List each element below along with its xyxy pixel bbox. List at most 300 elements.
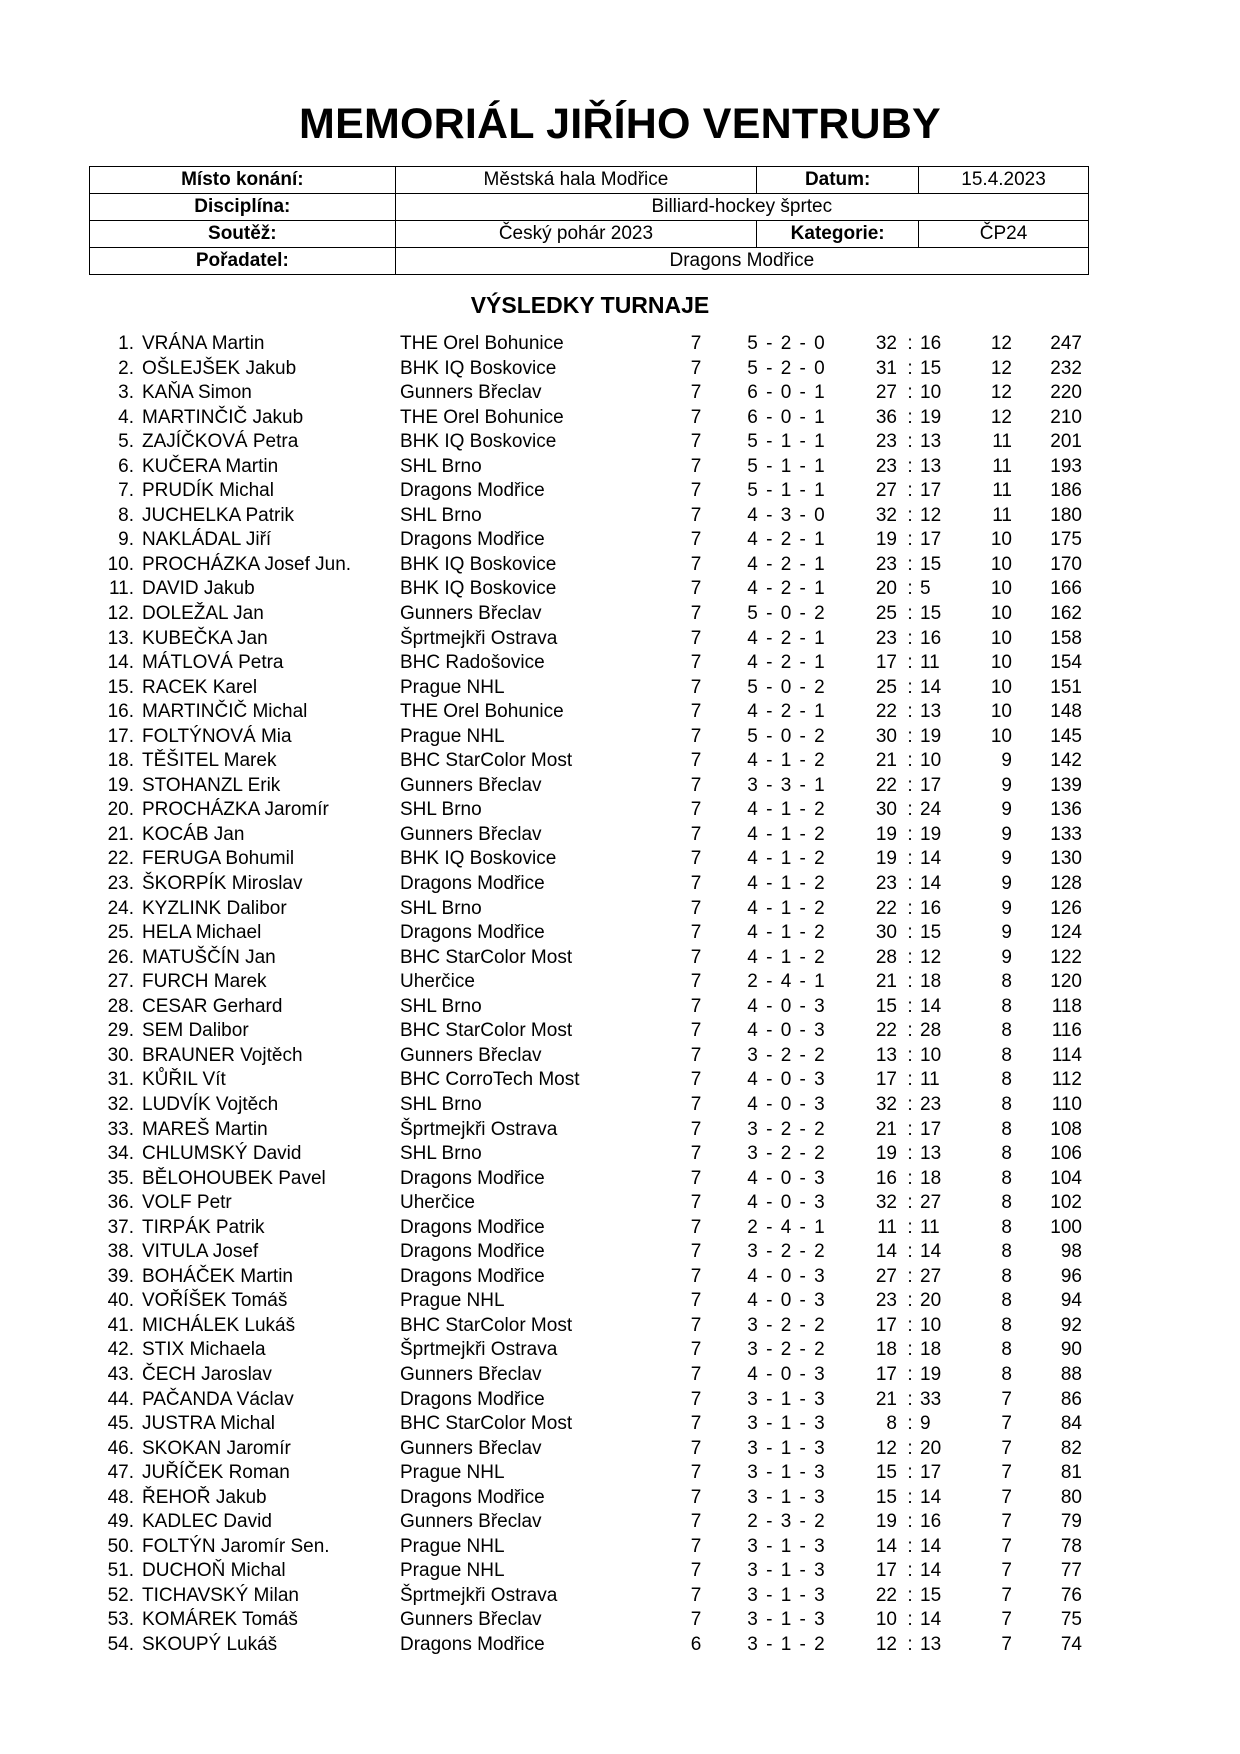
- player-name: MÁTLOVÁ Petra: [142, 652, 284, 674]
- player-name: PROCHÁZKA Jaromír: [142, 799, 329, 821]
- win-draw-loss-record: 4 - 2 - 1: [747, 578, 825, 600]
- points: 12: [990, 357, 1012, 379]
- win-draw-loss-record: 2 - 4 - 1: [747, 1216, 825, 1238]
- win-draw-loss-record: 4 - 1 - 2: [747, 848, 825, 870]
- result-row: [0, 1535, 1240, 1560]
- rank-cell: 31.: [107, 1069, 134, 1091]
- result-row: [0, 357, 1240, 382]
- win-draw-loss-record: 4 - 1 - 2: [747, 946, 825, 968]
- ranking-score: 220: [1050, 382, 1082, 404]
- win-draw-loss-record: 4 - 1 - 2: [747, 750, 825, 772]
- ranking-score: 88: [1060, 1363, 1082, 1385]
- points: 11: [992, 431, 1012, 453]
- games-played: 7: [690, 1388, 702, 1410]
- club-name: Dragons Modřice: [400, 873, 545, 895]
- goals-against: 10: [920, 1044, 942, 1066]
- rank-cell: 35.: [107, 1167, 134, 1189]
- games-played: 7: [690, 774, 702, 796]
- ranking-score: 116: [1051, 1020, 1082, 1042]
- games-played: 7: [690, 971, 702, 993]
- ranking-score: 180: [1050, 504, 1082, 526]
- club-name: SHL Brno: [400, 1143, 482, 1165]
- score-separator: :: [907, 1339, 913, 1361]
- goals-for: 21: [875, 1118, 897, 1140]
- rank-cell: 39.: [107, 1265, 134, 1287]
- goals-for: 27: [875, 382, 897, 404]
- club-name: Šprtmejkři Ostrava: [400, 1339, 558, 1361]
- rank-cell: 27.: [107, 971, 134, 993]
- goals-against: 12: [920, 504, 942, 526]
- win-draw-loss-record: 2 - 4 - 1: [747, 971, 825, 993]
- result-row: [0, 749, 1240, 774]
- points: 9: [1001, 799, 1012, 821]
- games-played: 7: [690, 1143, 702, 1165]
- score-separator: :: [907, 897, 913, 919]
- goals-against: 18: [920, 1167, 942, 1189]
- games-played: 7: [690, 382, 702, 404]
- rank-cell: 14.: [107, 652, 134, 674]
- points: 9: [1001, 946, 1012, 968]
- score-separator: :: [907, 1216, 913, 1238]
- rank-cell: 29.: [107, 1020, 134, 1042]
- games-played: 7: [690, 1192, 702, 1214]
- player-name: ČECH Jaroslav: [142, 1363, 272, 1385]
- goals-against: 10: [920, 382, 942, 404]
- goals-for: 25: [875, 603, 897, 625]
- win-draw-loss-record: 3 - 1 - 2: [747, 1633, 825, 1655]
- date-value: 15.4.2023: [919, 167, 1089, 194]
- player-name: KUČERA Martin: [142, 455, 279, 477]
- goals-against: 15: [920, 603, 942, 625]
- ranking-score: 162: [1050, 603, 1082, 625]
- rank-cell: 17.: [107, 725, 134, 747]
- ranking-score: 80: [1060, 1486, 1082, 1508]
- goals-for: 19: [875, 848, 897, 870]
- club-name: BHC StarColor Most: [400, 1020, 573, 1042]
- goals-against: 27: [920, 1192, 942, 1214]
- goals-for: 19: [875, 823, 897, 845]
- player-name: JUCHELKA Patrik: [142, 504, 295, 526]
- games-played: 7: [690, 725, 702, 747]
- games-played: 7: [690, 922, 702, 944]
- win-draw-loss-record: 4 - 2 - 1: [747, 627, 825, 649]
- points: 8: [1001, 971, 1012, 993]
- player-name: ŘEHOŘ Jakub: [142, 1486, 267, 1508]
- ranking-score: 166: [1050, 578, 1082, 600]
- ranking-score: 139: [1050, 774, 1082, 796]
- result-row: [0, 1216, 1240, 1241]
- rank-cell: 51.: [107, 1560, 134, 1582]
- score-separator: :: [907, 382, 913, 404]
- win-draw-loss-record: 4 - 0 - 3: [747, 1167, 825, 1189]
- rank-cell: 46.: [107, 1437, 134, 1459]
- goals-for: 32: [875, 1192, 897, 1214]
- player-name: CESAR Gerhard: [142, 995, 283, 1017]
- score-separator: :: [907, 1069, 913, 1091]
- player-name: KOCÁB Jan: [142, 823, 245, 845]
- club-name: Prague NHL: [400, 1560, 505, 1582]
- points: 7: [1001, 1609, 1012, 1631]
- rank-cell: 52.: [107, 1584, 134, 1606]
- player-name: SKOUPÝ Lukáš: [142, 1633, 278, 1655]
- score-separator: :: [907, 971, 913, 993]
- points: 8: [1001, 995, 1012, 1017]
- score-separator: :: [907, 1437, 913, 1459]
- games-played: 7: [690, 873, 702, 895]
- ranking-score: 104: [1050, 1167, 1082, 1189]
- score-separator: :: [907, 1167, 913, 1189]
- club-name: Dragons Modřice: [400, 1241, 545, 1263]
- ranking-score: 78: [1060, 1535, 1082, 1557]
- club-name: Gunners Břeclav: [400, 1363, 542, 1385]
- win-draw-loss-record: 3 - 2 - 2: [747, 1044, 825, 1066]
- player-name: STOHANZL Erik: [142, 774, 281, 796]
- score-separator: :: [907, 652, 913, 674]
- rank-cell: 1.: [118, 333, 134, 354]
- result-row: [0, 1559, 1240, 1584]
- goals-against: 14: [920, 1241, 942, 1263]
- score-separator: :: [907, 848, 913, 870]
- games-played: 7: [690, 946, 702, 968]
- win-draw-loss-record: 3 - 2 - 2: [747, 1143, 825, 1165]
- score-separator: :: [907, 946, 913, 968]
- score-separator: :: [907, 406, 913, 428]
- result-row: [0, 1461, 1240, 1486]
- goals-against: 18: [920, 971, 942, 993]
- result-row: [0, 1412, 1240, 1437]
- goals-for: 31: [875, 357, 897, 379]
- result-row: [0, 725, 1240, 750]
- points: 7: [1001, 1560, 1012, 1582]
- club-name: Dragons Modřice: [400, 529, 545, 551]
- score-separator: :: [907, 1192, 913, 1214]
- score-separator: :: [907, 750, 913, 772]
- score-separator: :: [907, 578, 913, 600]
- points: 8: [1001, 1118, 1012, 1140]
- ranking-score: 114: [1051, 1044, 1082, 1066]
- player-name: FOLTÝNOVÁ Mia: [142, 725, 292, 747]
- ranking-score: 128: [1050, 873, 1082, 895]
- goals-against: 14: [920, 995, 942, 1017]
- win-draw-loss-record: 4 - 1 - 2: [747, 873, 825, 895]
- goals-for: 17: [875, 1363, 897, 1385]
- result-row: [0, 921, 1240, 946]
- club-name: Dragons Modřice: [400, 1265, 545, 1287]
- rank-cell: 24.: [107, 897, 134, 919]
- rank-cell: 19.: [107, 774, 134, 796]
- result-row: [0, 651, 1240, 676]
- player-name: RACEK Karel: [142, 676, 258, 698]
- info-row-discipline: [90, 194, 1089, 221]
- organizer-label: Pořadatel:: [90, 248, 396, 275]
- score-separator: :: [907, 1118, 913, 1140]
- player-name: SEM Dalibor: [142, 1020, 249, 1042]
- games-played: 7: [690, 1363, 702, 1385]
- points: 9: [1001, 922, 1012, 944]
- win-draw-loss-record: 4 - 0 - 3: [747, 1192, 825, 1214]
- ranking-score: 170: [1050, 553, 1082, 575]
- games-played: 7: [690, 1044, 702, 1066]
- win-draw-loss-record: 4 - 1 - 2: [747, 897, 825, 919]
- goals-against: 10: [920, 1314, 942, 1336]
- win-draw-loss-record: 5 - 2 - 0: [747, 357, 825, 379]
- rank-cell: 33.: [107, 1118, 134, 1140]
- rank-cell: 4.: [118, 406, 134, 428]
- goals-for: 11: [877, 1216, 897, 1238]
- result-row: [0, 455, 1240, 480]
- goals-for: 27: [875, 480, 897, 502]
- club-name: Dragons Modřice: [400, 1388, 545, 1410]
- goals-for: 23: [875, 431, 897, 453]
- tournament-info-table: [89, 166, 1089, 275]
- score-separator: :: [907, 774, 913, 796]
- goals-against: 17: [920, 529, 942, 551]
- goals-against: 16: [920, 897, 942, 919]
- games-played: 7: [690, 676, 702, 698]
- club-name: SHL Brno: [400, 995, 482, 1017]
- ranking-score: 175: [1050, 529, 1082, 551]
- ranking-score: 148: [1050, 701, 1082, 723]
- rank-cell: 18.: [107, 750, 134, 772]
- result-row: [0, 430, 1240, 455]
- club-name: BHK IQ Boskovice: [400, 578, 557, 600]
- club-name: SHL Brno: [400, 1093, 482, 1115]
- player-name: DUCHOŇ Michal: [142, 1560, 286, 1582]
- goals-for: 23: [875, 873, 897, 895]
- ranking-score: 81: [1060, 1462, 1082, 1484]
- games-played: 7: [690, 1462, 702, 1484]
- goals-for: 19: [875, 1511, 897, 1533]
- win-draw-loss-record: 4 - 1 - 2: [747, 823, 825, 845]
- rank-cell: 2.: [118, 357, 134, 379]
- ranking-score: 79: [1060, 1511, 1082, 1533]
- club-name: Dragons Modřice: [400, 1167, 545, 1189]
- player-name: KADLEC David: [142, 1511, 272, 1533]
- competition-label: Soutěž:: [90, 221, 396, 248]
- goals-for: 19: [875, 1143, 897, 1165]
- points: 7: [1001, 1633, 1012, 1655]
- win-draw-loss-record: 5 - 0 - 2: [747, 725, 825, 747]
- score-separator: :: [907, 873, 913, 895]
- club-name: Gunners Břeclav: [400, 774, 542, 796]
- goals-for: 22: [875, 701, 897, 723]
- goals-against: 20: [920, 1437, 942, 1459]
- rank-cell: 53.: [107, 1609, 134, 1631]
- goals-against: 12: [920, 946, 942, 968]
- club-name: Dragons Modřice: [400, 1486, 545, 1508]
- goals-against: 14: [920, 676, 942, 698]
- rank-cell: 9.: [118, 529, 134, 551]
- win-draw-loss-record: 4 - 0 - 3: [747, 995, 825, 1017]
- win-draw-loss-record: 5 - 0 - 2: [747, 676, 825, 698]
- games-played: 7: [690, 1118, 702, 1140]
- points: 10: [990, 603, 1012, 625]
- score-separator: :: [907, 333, 913, 354]
- result-row: [0, 1240, 1240, 1265]
- win-draw-loss-record: 4 - 0 - 3: [747, 1290, 825, 1312]
- result-row: [0, 1118, 1240, 1143]
- rank-cell: 10.: [107, 553, 134, 575]
- games-played: 7: [690, 504, 702, 526]
- result-row: [0, 1388, 1240, 1413]
- win-draw-loss-record: 3 - 2 - 2: [747, 1339, 825, 1361]
- score-separator: :: [907, 1413, 913, 1435]
- player-name: HELA Michael: [142, 922, 262, 944]
- ranking-score: 84: [1060, 1413, 1082, 1435]
- result-row: [0, 627, 1240, 652]
- points: 7: [1001, 1413, 1012, 1435]
- player-name: KŮŘIL Vít: [142, 1069, 226, 1091]
- club-name: SHL Brno: [400, 897, 482, 919]
- club-name: Šprtmejkři Ostrava: [400, 1118, 558, 1140]
- points: 10: [990, 725, 1012, 747]
- rank-cell: 37.: [107, 1216, 134, 1238]
- info-row-competition: [90, 221, 1089, 248]
- ranking-score: 110: [1051, 1093, 1082, 1115]
- player-name: MATUŠČÍN Jan: [142, 946, 276, 968]
- player-name: MICHÁLEK Lukáš: [142, 1314, 296, 1336]
- score-separator: :: [907, 1241, 913, 1263]
- win-draw-loss-record: 4 - 0 - 3: [747, 1093, 825, 1115]
- player-name: BĚLOHOUBEK Pavel: [142, 1167, 326, 1189]
- games-played: 7: [690, 1437, 702, 1459]
- goals-against: 17: [920, 1462, 942, 1484]
- goals-for: 12: [875, 1437, 897, 1459]
- score-separator: :: [907, 1609, 913, 1631]
- rank-cell: 47.: [107, 1462, 134, 1484]
- points: 8: [1001, 1339, 1012, 1361]
- info-row-venue: [90, 167, 1089, 194]
- goals-against: 15: [920, 357, 942, 379]
- rank-cell: 8.: [118, 504, 134, 526]
- games-played: 7: [690, 1167, 702, 1189]
- goals-for: 16: [875, 1167, 897, 1189]
- club-name: SHL Brno: [400, 455, 482, 477]
- rank-cell: 41.: [107, 1314, 134, 1336]
- result-row: [0, 553, 1240, 578]
- category-label: Kategorie:: [757, 221, 919, 248]
- games-played: 7: [690, 823, 702, 845]
- points: 8: [1001, 1020, 1012, 1042]
- rank-cell: 3.: [118, 382, 134, 404]
- player-name: JUSTRA Michal: [142, 1413, 276, 1435]
- score-separator: :: [907, 1462, 913, 1484]
- result-row: [0, 823, 1240, 848]
- score-separator: :: [907, 480, 913, 502]
- club-name: Uherčice: [400, 1192, 475, 1214]
- ranking-score: 186: [1050, 480, 1082, 502]
- result-row: [0, 872, 1240, 897]
- club-name: Dragons Modřice: [400, 1216, 545, 1238]
- player-name: BOHÁČEK Martin: [142, 1265, 293, 1287]
- points: 8: [1001, 1069, 1012, 1091]
- ranking-score: 106: [1050, 1143, 1082, 1165]
- ranking-score: 108: [1050, 1118, 1082, 1140]
- games-played: 7: [690, 529, 702, 551]
- goals-against: 9: [920, 1413, 931, 1435]
- club-name: Prague NHL: [400, 1535, 505, 1557]
- player-name: VOŘÍŠEK Tomáš: [142, 1290, 288, 1312]
- club-name: Prague NHL: [400, 1290, 505, 1312]
- club-name: Gunners Břeclav: [400, 1511, 542, 1533]
- goals-against: 14: [920, 848, 942, 870]
- club-name: BHC Radošovice: [400, 652, 545, 674]
- rank-cell: 25.: [107, 922, 134, 944]
- games-played: 7: [690, 701, 702, 723]
- player-name: MARTINČIČ Michal: [142, 701, 308, 723]
- ranking-score: 102: [1050, 1192, 1082, 1214]
- score-separator: :: [907, 1560, 913, 1582]
- result-row: [0, 847, 1240, 872]
- goals-against: 14: [920, 1609, 942, 1631]
- games-played: 7: [690, 1584, 702, 1606]
- result-row: [0, 1314, 1240, 1339]
- player-name: TĚŠITEL Marek: [142, 750, 277, 772]
- score-separator: :: [907, 455, 913, 477]
- goals-for: 22: [875, 774, 897, 796]
- goals-against: 19: [920, 406, 942, 428]
- games-played: 7: [690, 1020, 702, 1042]
- club-name: BHK IQ Boskovice: [400, 848, 557, 870]
- win-draw-loss-record: 3 - 1 - 3: [747, 1486, 825, 1508]
- club-name: Gunners Břeclav: [400, 1609, 542, 1631]
- rank-cell: 16.: [107, 701, 134, 723]
- ranking-score: 158: [1050, 627, 1082, 649]
- goals-against: 15: [920, 553, 942, 575]
- goals-against: 10: [920, 750, 942, 772]
- club-name: Uherčice: [400, 971, 475, 993]
- goals-for: 21: [875, 971, 897, 993]
- goals-against: 11: [920, 1216, 940, 1238]
- goals-against: 17: [920, 480, 942, 502]
- result-row: [0, 1608, 1240, 1633]
- result-row: [0, 970, 1240, 995]
- ranking-score: 92: [1060, 1314, 1082, 1336]
- rank-cell: 48.: [107, 1486, 134, 1508]
- score-separator: :: [907, 1363, 913, 1385]
- club-name: BHK IQ Boskovice: [400, 431, 557, 453]
- points: 12: [990, 333, 1012, 354]
- goals-for: 18: [875, 1339, 897, 1361]
- venue-value: Městská hala Modřice: [395, 167, 757, 194]
- points: 12: [990, 382, 1012, 404]
- player-name: PRUDÍK Michal: [142, 480, 274, 502]
- club-name: Gunners Břeclav: [400, 382, 542, 404]
- win-draw-loss-record: 3 - 2 - 2: [747, 1314, 825, 1336]
- games-played: 7: [690, 333, 702, 354]
- score-separator: :: [907, 922, 913, 944]
- points: 10: [990, 553, 1012, 575]
- club-name: Dragons Modřice: [400, 480, 545, 502]
- points: 10: [990, 652, 1012, 674]
- rank-cell: 38.: [107, 1241, 134, 1263]
- player-name: VRÁNA Martin: [142, 333, 265, 354]
- goals-against: 17: [920, 774, 942, 796]
- games-played: 7: [690, 1265, 702, 1287]
- win-draw-loss-record: 6 - 0 - 1: [747, 382, 825, 404]
- games-played: 7: [690, 1413, 702, 1435]
- rank-cell: 49.: [107, 1511, 134, 1533]
- win-draw-loss-record: 5 - 2 - 0: [747, 333, 825, 354]
- score-separator: :: [907, 504, 913, 526]
- score-separator: :: [907, 1143, 913, 1165]
- games-played: 7: [690, 1290, 702, 1312]
- goals-against: 20: [920, 1290, 942, 1312]
- player-name: MAREŠ Martin: [142, 1118, 268, 1140]
- ranking-score: 136: [1050, 799, 1082, 821]
- result-row: [0, 406, 1240, 431]
- date-label: Datum:: [757, 167, 919, 194]
